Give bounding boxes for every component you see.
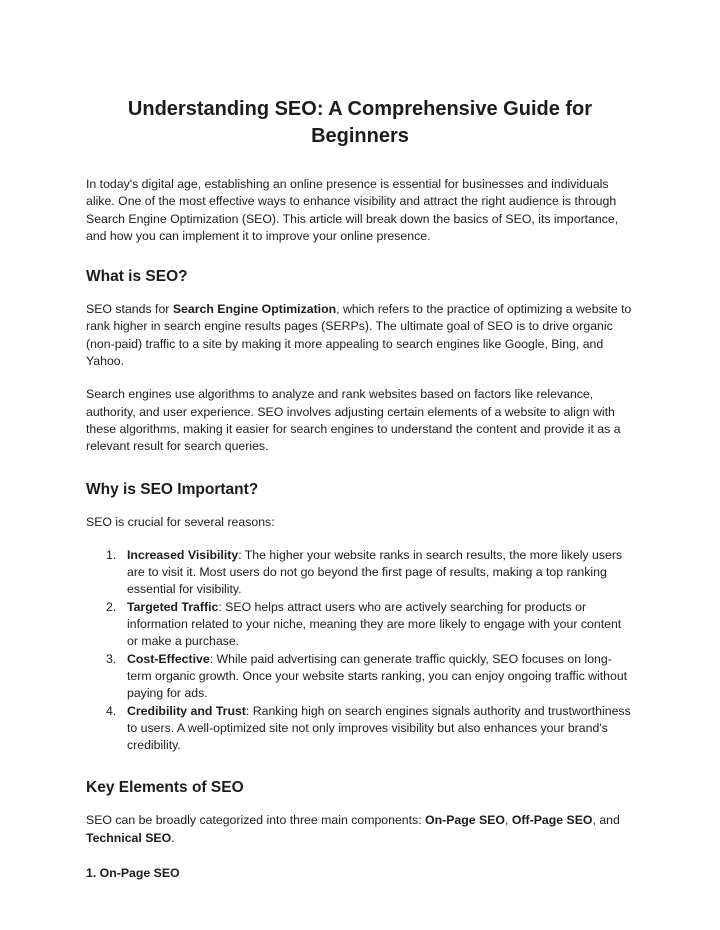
list-item-text: : SEO helps attract users who are actively searching for products or information related to your niche, meaning they are more likely to engage with your content or make a purchase. [127, 599, 622, 649]
text-run: SEO can be broadly categorized into three main components: [86, 813, 426, 828]
key-elements-paragraph [86, 812, 634, 847]
list-item-text: : The higher your website ranks in search results, the more likely users are to visit it. Most users do not go beyond the first page of results, making a top ranking essential for visibility. [127, 547, 623, 597]
bold-term: Technical SEO [86, 830, 172, 845]
bold-term: On-Page SEO [425, 813, 505, 828]
why-important-intro: SEO is crucial for several reasons: [86, 514, 275, 529]
section-heading-why-important: Why is SEO Important? [86, 480, 259, 498]
text-run: SEO stands for [86, 302, 173, 317]
list-item-text: : Ranking high on search engines signals authority and trustworthiness to users. A well-optimized site not only improves visibility but also enhances your brand's credibility. [127, 703, 631, 753]
list-item [106, 651, 634, 703]
list-number: 4. [106, 703, 117, 718]
document-title: Understanding SEO: A Comprehensive Guide for Beginners [127, 98, 593, 147]
reasons-list [86, 547, 634, 755]
list-item [106, 599, 634, 651]
what-is-seo-paragraph-2: Search engines use algorithms to analyze and rank websites based on factors like relevance, authority, and user experience. SEO involves adjusting certain elements of a website to align with these algorithms, making it easier for search engines to understand the content and provide it as a relevant result for search queries. [86, 387, 621, 454]
list-item [106, 547, 634, 599]
intro-paragraph: In today's digital age, establishing an online presence is essential for businesses and individuals alike. One of the most effective ways to enhance visibility and attract the right audience is through Search Engine Optimization (SEO). This article will break down the basics of SEO, its importance, and how you can implement it to improve your online presence. [86, 177, 619, 243]
what-is-seo-paragraph-1 [86, 301, 634, 370]
bold-term: Cost-Effective [127, 651, 210, 666]
list-item-text: : While paid advertising can generate traffic quickly, SEO focuses on long-term organic growth. Once your website starts ranking, you can enjoy ongoing traffic without paying for ads. [127, 651, 628, 701]
bold-term: Increased Visibility [127, 547, 239, 562]
text-run: , [505, 813, 512, 828]
list-number: 1. [106, 547, 117, 562]
bold-term: Targeted Traffic [127, 599, 219, 614]
bold-term: Credibility and Trust [127, 703, 246, 718]
text-run: , which refers to the practice of optimizing a website to rank higher in search engine results pages (SERPs). The ultimate goal of SEO is to drive organic (non-paid) traffic to a site by making it more appealing to search engines like Google, Bing, and Yahoo. [86, 302, 632, 369]
list-item [106, 703, 634, 755]
section-heading-what-is-seo: What is SEO? [86, 268, 188, 286]
subheading-on-page-seo: 1. On-Page SEO [86, 866, 180, 881]
text-run: . [171, 830, 175, 845]
list-number: 2. [106, 599, 117, 614]
section-heading-key-elements: Key Elements of SEO [86, 779, 244, 797]
list-number: 3. [106, 651, 117, 666]
bold-term: Search Engine Optimization [172, 302, 337, 317]
bold-term: Off-Page SEO [511, 813, 593, 828]
text-run: , and [592, 813, 620, 828]
